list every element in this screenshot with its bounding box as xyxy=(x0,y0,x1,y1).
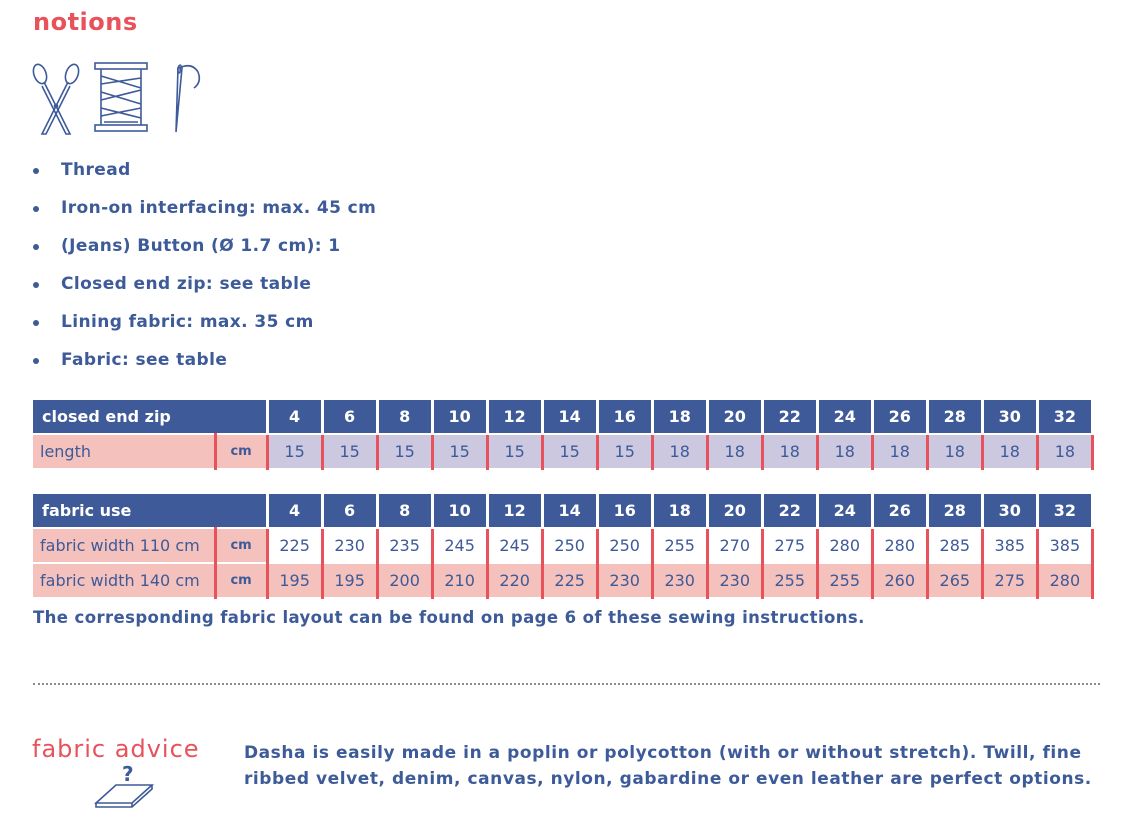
fabric-question-icon xyxy=(94,763,156,813)
fabric-amount-cell: 280 xyxy=(872,528,927,563)
bullet xyxy=(33,358,39,364)
bullet xyxy=(33,282,39,288)
fabric-amount-cell: 210 xyxy=(432,563,487,598)
size-header: 30 xyxy=(982,400,1037,434)
fabric-amount-cell: 265 xyxy=(927,563,982,598)
fabric-amount-cell: 245 xyxy=(487,528,542,563)
fabric-amount-cell: 230 xyxy=(597,563,652,598)
fabric-amount-cell: 260 xyxy=(872,563,927,598)
size-header: 30 xyxy=(982,494,1037,528)
fabric-layout-note: The corresponding fabric layout can be found on page 6 of these sewing instructions. xyxy=(33,608,865,627)
bullet xyxy=(33,244,39,250)
table-row xyxy=(33,434,1093,469)
size-header: 28 xyxy=(927,400,982,434)
fabric-amount-cell: 230 xyxy=(707,563,762,598)
list-item: Fabric: see table xyxy=(33,347,376,385)
fabric-amount-cell: 250 xyxy=(542,528,597,563)
table-header-row xyxy=(33,494,1093,528)
zip-length-cell: 15 xyxy=(432,434,487,469)
table-row xyxy=(33,563,1093,598)
fabric-amount-cell: 250 xyxy=(597,528,652,563)
fabric-amount-cell: 195 xyxy=(267,563,322,598)
fabric-amount-cell: 225 xyxy=(267,528,322,563)
fabric-advice-text: Dasha is easily made in a poplin or polycotton (with or without stretch). Twill, fine ribbed velvet, denim, canvas, nylon, gabardine or even leather are perfect options. xyxy=(244,743,1092,789)
zip-length-cell: 18 xyxy=(652,434,707,469)
zip-length-cell: 18 xyxy=(762,434,817,469)
fabric-amount-cell: 275 xyxy=(982,563,1037,598)
bullet xyxy=(33,320,39,326)
fabric-table-title: fabric use xyxy=(33,494,267,528)
fabric-amount-cell: 385 xyxy=(1037,528,1092,563)
size-header: 8 xyxy=(377,400,432,434)
svg-text:?: ? xyxy=(122,763,134,786)
size-header: 32 xyxy=(1037,494,1092,528)
fabric-amount-cell: 220 xyxy=(487,563,542,598)
unit-label: cm xyxy=(215,528,267,563)
fabric-table xyxy=(33,494,1094,599)
size-header: 8 xyxy=(377,494,432,528)
zip-length-cell: 15 xyxy=(267,434,322,469)
size-header: 4 xyxy=(267,494,322,528)
thread-spool-icon xyxy=(92,60,150,136)
notions-list xyxy=(33,157,376,385)
list-item: Closed end zip: see table xyxy=(33,271,376,309)
size-header: 20 xyxy=(707,494,762,528)
size-header: 26 xyxy=(872,494,927,528)
size-header: 26 xyxy=(872,400,927,434)
divider xyxy=(33,683,1100,685)
size-header: 14 xyxy=(542,400,597,434)
size-header: 6 xyxy=(322,400,377,434)
fabric-amount-cell: 255 xyxy=(652,528,707,563)
notions-title: notions xyxy=(33,8,138,36)
zip-length-cell: 18 xyxy=(927,434,982,469)
table-header-row xyxy=(33,400,1093,434)
fabric-amount-cell: 225 xyxy=(542,563,597,598)
zip-length-cell: 18 xyxy=(817,434,872,469)
size-header: 12 xyxy=(487,400,542,434)
scissors-icon xyxy=(30,60,82,136)
table-row xyxy=(33,528,1093,563)
fabric-amount-cell: 285 xyxy=(927,528,982,563)
size-header: 28 xyxy=(927,494,982,528)
fabric-amount-cell: 385 xyxy=(982,528,1037,563)
size-header: 10 xyxy=(432,400,487,434)
list-item: Iron-on interfacing: max. 45 cm xyxy=(33,195,376,233)
size-header: 24 xyxy=(817,400,872,434)
list-item: Lining fabric: max. 35 cm xyxy=(33,309,376,347)
fabric-amount-cell: 270 xyxy=(707,528,762,563)
fabric-amount-cell: 255 xyxy=(762,563,817,598)
size-header: 24 xyxy=(817,494,872,528)
fabric-amount-cell: 255 xyxy=(817,563,872,598)
size-header: 16 xyxy=(597,400,652,434)
zip-length-cell: 15 xyxy=(377,434,432,469)
size-header: 22 xyxy=(762,494,817,528)
size-header: 10 xyxy=(432,494,487,528)
fabric-amount-cell: 230 xyxy=(652,563,707,598)
unit-label: cm xyxy=(215,563,267,598)
zip-length-cell: 15 xyxy=(542,434,597,469)
fabric-width-label: fabric width 140 cm xyxy=(33,563,215,598)
needle-icon xyxy=(164,60,204,136)
unit-label: cm xyxy=(215,434,267,469)
zip-length-cell: 18 xyxy=(982,434,1037,469)
fabric-amount-cell: 195 xyxy=(322,563,377,598)
fabric-amount-cell: 235 xyxy=(377,528,432,563)
fabric-amount-cell: 280 xyxy=(1037,563,1092,598)
zip-length-cell: 15 xyxy=(322,434,377,469)
list-item: (Jeans) Button (Ø 1.7 cm): 1 xyxy=(33,233,376,271)
size-header: 16 xyxy=(597,494,652,528)
fabric-amount-cell: 200 xyxy=(377,563,432,598)
zip-table xyxy=(33,400,1094,470)
size-header: 22 xyxy=(762,400,817,434)
fabric-width-label: fabric width 110 cm xyxy=(33,528,215,563)
zip-length-cell: 15 xyxy=(597,434,652,469)
bullet xyxy=(33,168,39,174)
size-header: 20 xyxy=(707,400,762,434)
size-header: 4 xyxy=(267,400,322,434)
size-header: 32 xyxy=(1037,400,1092,434)
fabric-advice-title: fabric advice xyxy=(32,735,200,763)
size-header: 14 xyxy=(542,494,597,528)
size-header: 18 xyxy=(652,494,707,528)
fabric-amount-cell: 275 xyxy=(762,528,817,563)
size-header: 6 xyxy=(322,494,377,528)
zip-length-label: length xyxy=(33,434,215,469)
zip-length-cell: 15 xyxy=(487,434,542,469)
size-header: 18 xyxy=(652,400,707,434)
bullet xyxy=(33,206,39,212)
fabric-amount-cell: 245 xyxy=(432,528,487,563)
fabric-amount-cell: 230 xyxy=(322,528,377,563)
zip-table-title: closed end zip xyxy=(33,400,267,434)
fabric-amount-cell: 280 xyxy=(817,528,872,563)
zip-length-cell: 18 xyxy=(872,434,927,469)
size-header: 12 xyxy=(487,494,542,528)
zip-length-cell: 18 xyxy=(707,434,762,469)
list-item: Thread xyxy=(33,157,376,195)
zip-length-cell: 18 xyxy=(1037,434,1092,469)
